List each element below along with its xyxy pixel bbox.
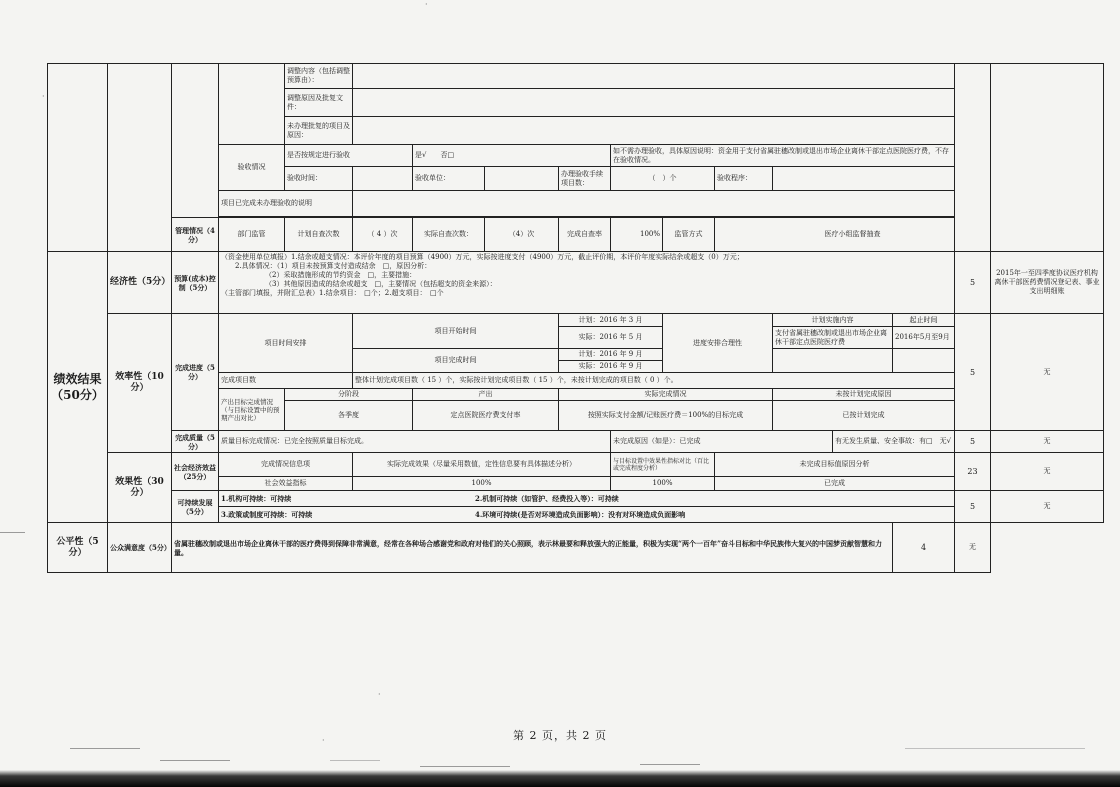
management-actual-label: 实际自查次数： — [413, 218, 485, 252]
effect-reason-label: 未完成目标值原因分析 — [715, 453, 955, 477]
count-label: 完成项目数 — [219, 373, 353, 389]
sustain-row — [48, 491, 1104, 523]
fairness-evidence: 无 — [955, 523, 991, 573]
start-label: 项目开始时间 — [353, 314, 559, 349]
effect-label: 效果性（30分） — [108, 453, 172, 523]
management-rate-label: 完成自查率 — [559, 218, 611, 252]
evidence-cell — [991, 64, 1104, 252]
fairness-row — [48, 523, 1104, 573]
quality-row — [48, 431, 1104, 453]
economic-line: （主管部门填报，并附汇总表）1.结余项目： □个；2.超支项目： □个 — [221, 289, 444, 297]
sustain-2: 2.机制可持续（如管护、经费投入等）：可持续 — [475, 494, 619, 503]
start-end-value: 2016年5月至9月 — [893, 327, 955, 349]
quality-reason: 未完成原因（如是）：已完成 — [611, 431, 833, 453]
row-output: 定点医院医疗费支付率 — [413, 401, 559, 431]
sustain-score: 5 — [955, 491, 991, 523]
adjust-content-value — [353, 64, 955, 89]
management-method-label: 监管方式 — [663, 218, 715, 252]
quality-incident: 有无发生质量、安全事故：有□ 无√ — [833, 431, 955, 453]
economic-line: 2.具体情况：（1）项目未按预算支付造成结余 □，原因分析： — [235, 262, 432, 270]
scan-dot: · — [42, 92, 45, 101]
acceptance-count-value: （ ）个 — [611, 167, 715, 191]
start-end-label: 起止时间 — [893, 314, 955, 327]
left-blank-cell — [172, 64, 219, 218]
acceptance-yes-no: 是√ 否□ — [413, 145, 611, 167]
scan-mark — [160, 760, 230, 761]
sustain-4: 4.环境可持续(是否对环境造成负面影响）：没有对环境造成负面影响 — [475, 510, 686, 519]
scan-mark — [0, 532, 25, 533]
economic-score: 5 — [955, 252, 991, 314]
management-actual-value: （4）次 — [485, 218, 559, 252]
page-number: 第 2 页，共 2 页 — [513, 729, 607, 742]
col-actual: 实际完成情况 — [559, 389, 773, 401]
progress-reason-label: 进度安排合理性 — [663, 314, 773, 373]
acceptance-time-value — [353, 167, 413, 191]
compare-value: 100% — [611, 477, 715, 491]
efficiency-score: 5 — [955, 314, 991, 431]
fairness-score: 4 — [893, 523, 955, 573]
social-header-row — [48, 453, 1104, 477]
acceptance-unit-label: 验收单位： — [413, 167, 485, 191]
fairness-label: 公平性（5分） — [48, 523, 108, 573]
scan-mark — [640, 764, 700, 765]
management-planned-value: （ 4 ）次 — [353, 218, 413, 252]
end-label: 项目完成时间 — [353, 349, 559, 373]
sustain-cell — [219, 491, 955, 523]
management-planned-label: 计划自查次数 — [285, 218, 353, 252]
efficiency-evidence: 无 — [991, 314, 1104, 431]
management-dept-label: 部门监管 — [219, 218, 285, 252]
row-stage: 各季度 — [285, 401, 413, 431]
scan-mark — [905, 748, 1085, 749]
results-title: 绩效结果（50分） — [48, 252, 108, 523]
output-label: 产出目标完成情况（与目标设置中的预期产出对比） — [219, 389, 285, 431]
adjust-unapproved-label: 未办理批复的项目及原因： — [285, 117, 353, 145]
sustain-line-2 — [219, 507, 954, 522]
count-value: 整体计划完成项目数（ 15 ）个，实际按计划完成项目数（ 15 ）个，未按计划完成的项目数（ 0 ）个。 — [353, 373, 955, 389]
acceptance-time-label: 验收时间： — [285, 167, 353, 191]
sustain-label: 可持续发展（5分） — [172, 491, 219, 523]
fairness-text: 省属驻穗改制或退出市场企业离休干部的医疗费得到保障非常满意，经常在各种场合感谢党和政府对他们的关心照顾，表示林最要和释放强大的正能量，积极为实现“两个一百年”奋斗目标和中华民族伟大复兴的中国梦贡献智慧和力量。 — [172, 523, 893, 573]
adjust-reason-value — [353, 89, 955, 117]
scan-mark — [330, 760, 380, 761]
efficiency-sub: 完成进度（5分） — [172, 314, 219, 431]
acceptance-not-done-value — [353, 191, 955, 217]
performance-table — [47, 63, 1104, 573]
scan-mark — [420, 766, 510, 767]
acceptance-procedure-label: 验收程序： — [715, 167, 773, 191]
adjust-reason-label: 调整原因及批复文件： — [285, 89, 353, 117]
sustain-1: 1.机构可持续：可持续 — [221, 494, 292, 503]
economic-line: （资金使用单位填报）1.结余或超支情况：本评价年度的项目预算（4900）万元，实际按进度支付（4900）万元，截止评价期，本评价年度实际结余或超支（0）万元； — [221, 253, 744, 261]
quality-label: 完成质量（5分） — [172, 431, 219, 453]
management-method-value: 医疗小组监督抽查 — [715, 218, 991, 252]
acceptance-count-label: 办理验收手续项目数： — [559, 167, 611, 191]
fairness-sub: 公众满意度（5分） — [108, 523, 172, 573]
end-actual: 实际：2016 年 9 月 — [559, 361, 663, 373]
social-index-value: 100% — [353, 477, 611, 491]
social-index-label: 社会效益指标 — [219, 477, 353, 491]
scan-dot: · — [378, 690, 381, 699]
adjust-unapproved-value — [353, 117, 955, 145]
scan-edge — [0, 770, 1120, 787]
effect-evidence: 无 — [991, 453, 1104, 491]
effect-reason-value: 已完成 — [715, 477, 955, 491]
col-reason: 未按计划完成原因 — [773, 389, 955, 401]
economic-sub: 预算(成本)控制（5分） — [172, 252, 219, 314]
plan-content-value: 支付省属驻穗改制或退出市场企业离休干部定点医院医疗费 — [773, 327, 893, 349]
economic-evidence: 2015年一至四季度协议医疗机构离休干部医药费情况登记表、事业支出明细账 — [991, 252, 1104, 314]
left-blank-cell — [48, 64, 108, 252]
schedule-blank — [893, 349, 955, 373]
sustain-3: 3.政策或制度可持续：可持续 — [221, 510, 313, 519]
quality-score: 5 — [955, 431, 991, 453]
management-row — [48, 218, 1104, 252]
adjust-content-label: 调整内容（包括调整预算由）： — [285, 64, 353, 89]
col-output: 产出 — [413, 389, 559, 401]
blank-cell — [219, 64, 285, 145]
acceptance-label: 验收情况 — [219, 145, 285, 191]
actual-effect-label: 实际完成效果（尽量采用数值，定性信息要有具体描述分析） — [353, 453, 611, 477]
info-label: 完成情况信息项 — [219, 453, 353, 477]
schedule-blank — [773, 349, 893, 373]
social-label: 社会经济效益（25分） — [172, 453, 219, 491]
row-reason: 已按计划完成 — [773, 401, 955, 431]
acceptance-not-done-label: 项目已完成未办理验收的说明 — [219, 191, 353, 217]
acceptance-rule-label: 是否按规定进行验收 — [285, 145, 413, 167]
efficiency-label: 效率性（10分） — [108, 314, 172, 453]
scan-mark — [70, 748, 140, 749]
row-actual: 按照实际支付金额/记账医疗费＝100%的目标完成 — [559, 401, 773, 431]
sustain-line-1 — [219, 491, 954, 507]
economic-line: （2）采取措施形成的节约资金 □，主要措施： — [265, 271, 417, 279]
plan-content-label: 计划实施内容 — [773, 314, 893, 327]
management-section: 管理情况（4分） — [172, 218, 219, 252]
scan-dot: · — [322, 736, 325, 745]
schedule-label: 项目时间安排 — [219, 314, 353, 373]
scan-dot: · — [425, 0, 428, 9]
col-stage: 分阶段 — [285, 389, 413, 401]
acceptance-procedure-value — [773, 167, 955, 191]
economic-label: 经济性（5分） — [108, 252, 172, 314]
quality-evidence: 无 — [991, 431, 1104, 453]
effect-score: 23 — [955, 453, 991, 491]
quality-text: 质量目标完成情况：已完全按照质量目标完成。 — [219, 431, 611, 453]
management-rate-value: 100% — [611, 218, 663, 252]
economic-row — [48, 252, 1104, 314]
end-plan: 计划：2016 年 9 月 — [559, 349, 663, 361]
adjust-content-row — [48, 64, 1104, 89]
start-actual: 实际：2016 年 5 月 — [559, 327, 663, 349]
start-plan: 计划：2016 年 3 月 — [559, 314, 663, 327]
schedule-row-1 — [48, 314, 1104, 327]
economic-text — [219, 252, 955, 314]
acceptance-note: 如不需办理验收，具体原因说明：资金用于支付省属驻穗改制或退出市场企业离休干部定点医院医疗费，不存在验收情况。 — [611, 145, 955, 167]
left-blank-cell — [108, 64, 172, 252]
economic-line: （3）其他原因造成的结余或超支 □，主要情况（包括超支的资金来源）： — [265, 280, 497, 288]
acceptance-unit-value — [485, 167, 559, 191]
compare-label: 与目标设置中效果性指标对比（百比或完成程度分析） — [611, 453, 715, 477]
sustain-evidence: 无 — [991, 491, 1104, 523]
